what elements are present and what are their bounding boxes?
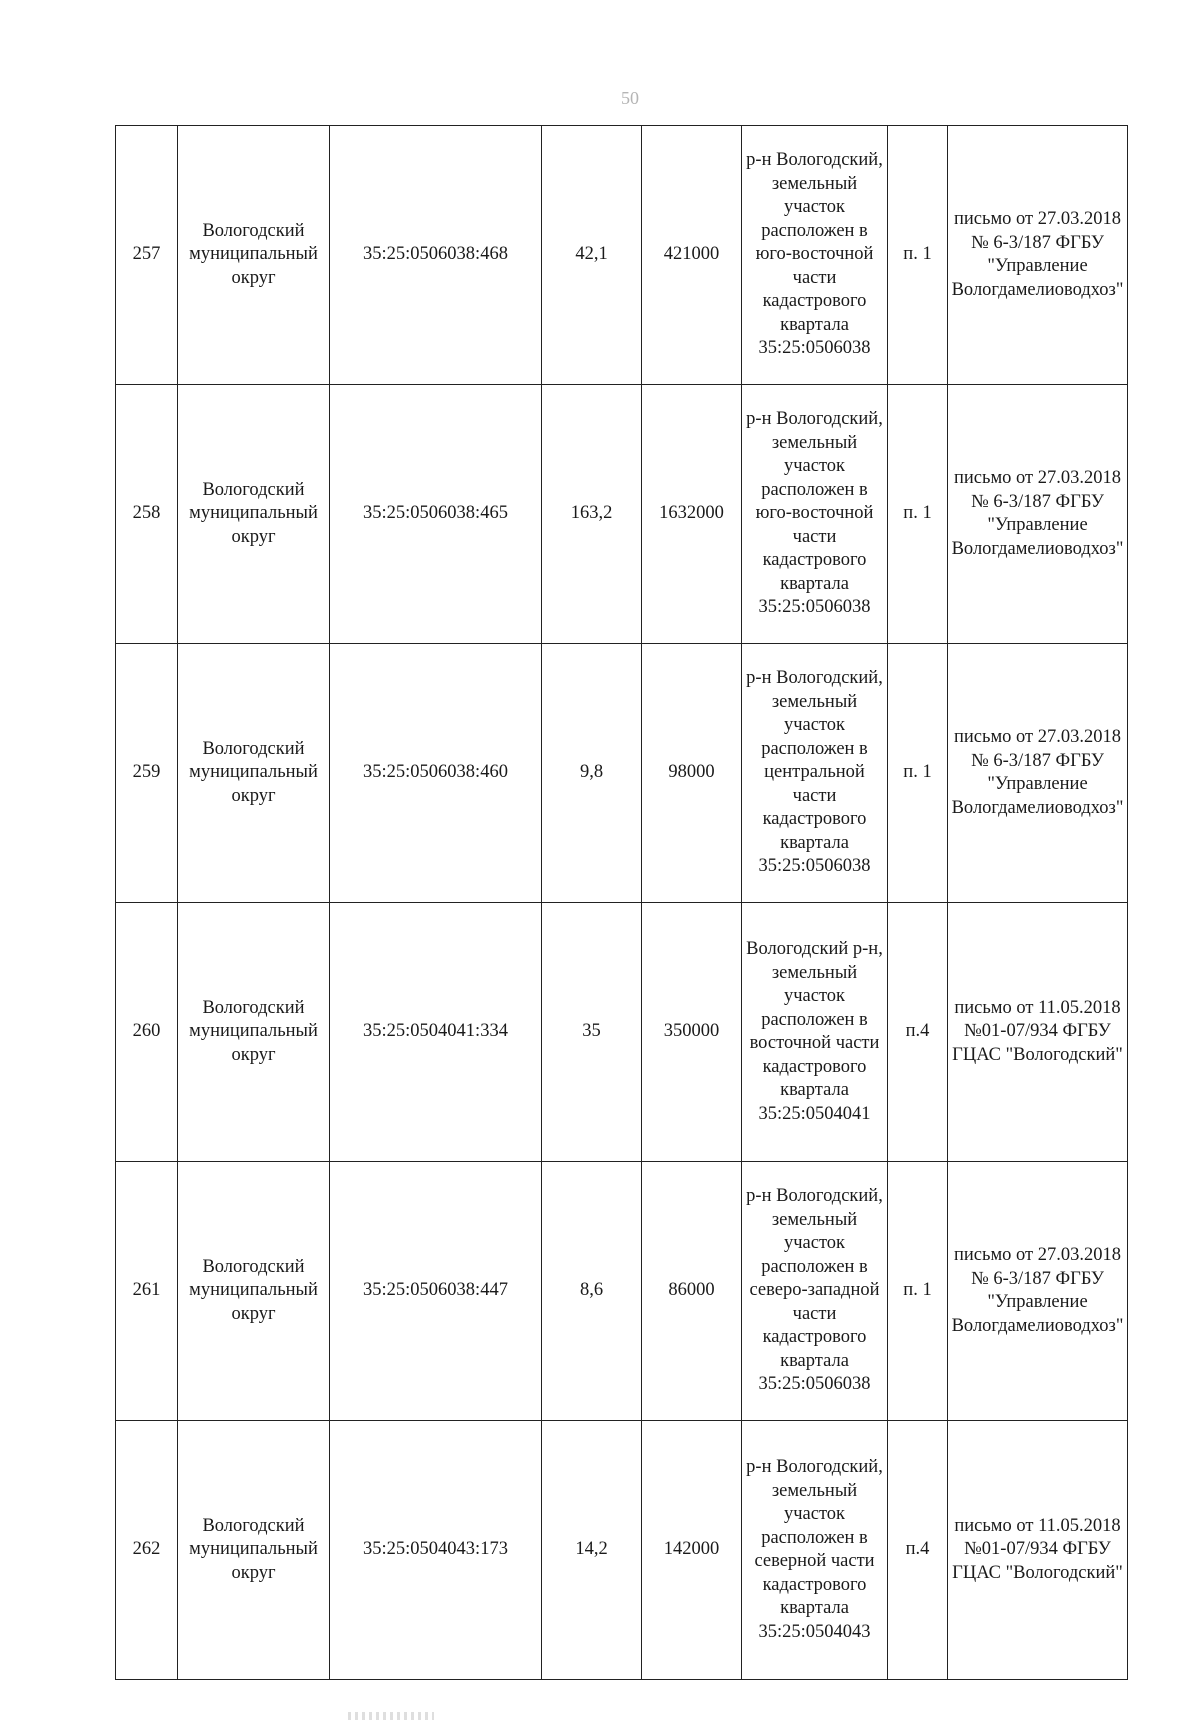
cadastral-number-cell: 35:25:0506038:447 — [330, 1162, 542, 1421]
cadastral-number-cell: 35:25:0506038:465 — [330, 385, 542, 644]
value-cell: 421000 — [642, 126, 742, 385]
row-number: 261 — [116, 1162, 178, 1421]
location-cell: р-н Вологодский, земельный участок расположен в юго-восточной части кадастрового квартала 35:25:0506038 — [742, 385, 888, 644]
area-cell: 35 — [542, 903, 642, 1162]
row-number: 257 — [116, 126, 178, 385]
district-cell: Вологодский муниципальный округ — [178, 1421, 330, 1680]
basis-cell: письмо от 27.03.2018 № 6-3/187 ФГБУ "Управление Вологдамелиоводхоз" — [948, 1162, 1128, 1421]
value-cell: 350000 — [642, 903, 742, 1162]
value-cell: 86000 — [642, 1162, 742, 1421]
basis-cell: письмо от 11.05.2018 №01-07/934 ФГБУ ГЦАС "Вологодский" — [948, 1421, 1128, 1680]
area-cell: 14,2 — [542, 1421, 642, 1680]
area-cell: 42,1 — [542, 126, 642, 385]
location-cell: р-н Вологодский, земельный участок расположен в центральной части кадастрового квартала 35:25:0506038 — [742, 644, 888, 903]
clause-cell: п.4 — [888, 1421, 948, 1680]
location-cell: р-н Вологодский, земельный участок расположен в северо-западной части кадастрового квартала 35:25:0506038 — [742, 1162, 888, 1421]
table-row — [116, 1162, 1128, 1421]
district-cell: Вологодский муниципальный округ — [178, 903, 330, 1162]
area-cell: 8,6 — [542, 1162, 642, 1421]
basis-cell: письмо от 11.05.2018 №01-07/934 ФГБУ ГЦАС "Вологодский" — [948, 903, 1128, 1162]
table-row — [116, 903, 1128, 1162]
clause-cell: п.4 — [888, 903, 948, 1162]
scan-artifact — [348, 1712, 434, 1720]
land-plots-table — [115, 125, 1128, 1680]
basis-cell: письмо от 27.03.2018 № 6-3/187 ФГБУ "Управление Вологдамелиоводхоз" — [948, 385, 1128, 644]
location-cell: р-н Вологодский, земельный участок расположен в юго-восточной части кадастрового квартала 35:25:0506038 — [742, 126, 888, 385]
clause-cell: п. 1 — [888, 1162, 948, 1421]
table-row — [116, 1421, 1128, 1680]
table-row — [116, 644, 1128, 903]
clause-cell: п. 1 — [888, 126, 948, 385]
cadastral-number-cell: 35:25:0504041:334 — [330, 903, 542, 1162]
table-row — [116, 126, 1128, 385]
cadastral-number-cell: 35:25:0506038:460 — [330, 644, 542, 903]
value-cell: 142000 — [642, 1421, 742, 1680]
clause-cell: п. 1 — [888, 385, 948, 644]
district-cell: Вологодский муниципальный округ — [178, 644, 330, 903]
cadastral-number-cell: 35:25:0504043:173 — [330, 1421, 542, 1680]
clause-cell: п. 1 — [888, 644, 948, 903]
district-cell: Вологодский муниципальный округ — [178, 1162, 330, 1421]
location-cell: Вологодский р-н, земельный участок расположен в восточной части кадастрового квартала 35:25:0504041 — [742, 903, 888, 1162]
location-cell: р-н Вологодский, земельный участок расположен в северной части кадастрового квартала 35:25:0504043 — [742, 1421, 888, 1680]
value-cell: 98000 — [642, 644, 742, 903]
row-number: 262 — [116, 1421, 178, 1680]
table-row — [116, 385, 1128, 644]
basis-cell: письмо от 27.03.2018 № 6-3/187 ФГБУ "Управление Вологдамелиоводхоз" — [948, 126, 1128, 385]
district-cell: Вологодский муниципальный округ — [178, 385, 330, 644]
page-number: 50 — [621, 88, 639, 108]
value-cell: 1632000 — [642, 385, 742, 644]
district-cell: Вологодский муниципальный округ — [178, 126, 330, 385]
area-cell: 163,2 — [542, 385, 642, 644]
cadastral-number-cell: 35:25:0506038:468 — [330, 126, 542, 385]
row-number: 259 — [116, 644, 178, 903]
row-number: 258 — [116, 385, 178, 644]
row-number: 260 — [116, 903, 178, 1162]
area-cell: 9,8 — [542, 644, 642, 903]
basis-cell: письмо от 27.03.2018 № 6-3/187 ФГБУ "Управление Вологдамелиоводхоз" — [948, 644, 1128, 903]
